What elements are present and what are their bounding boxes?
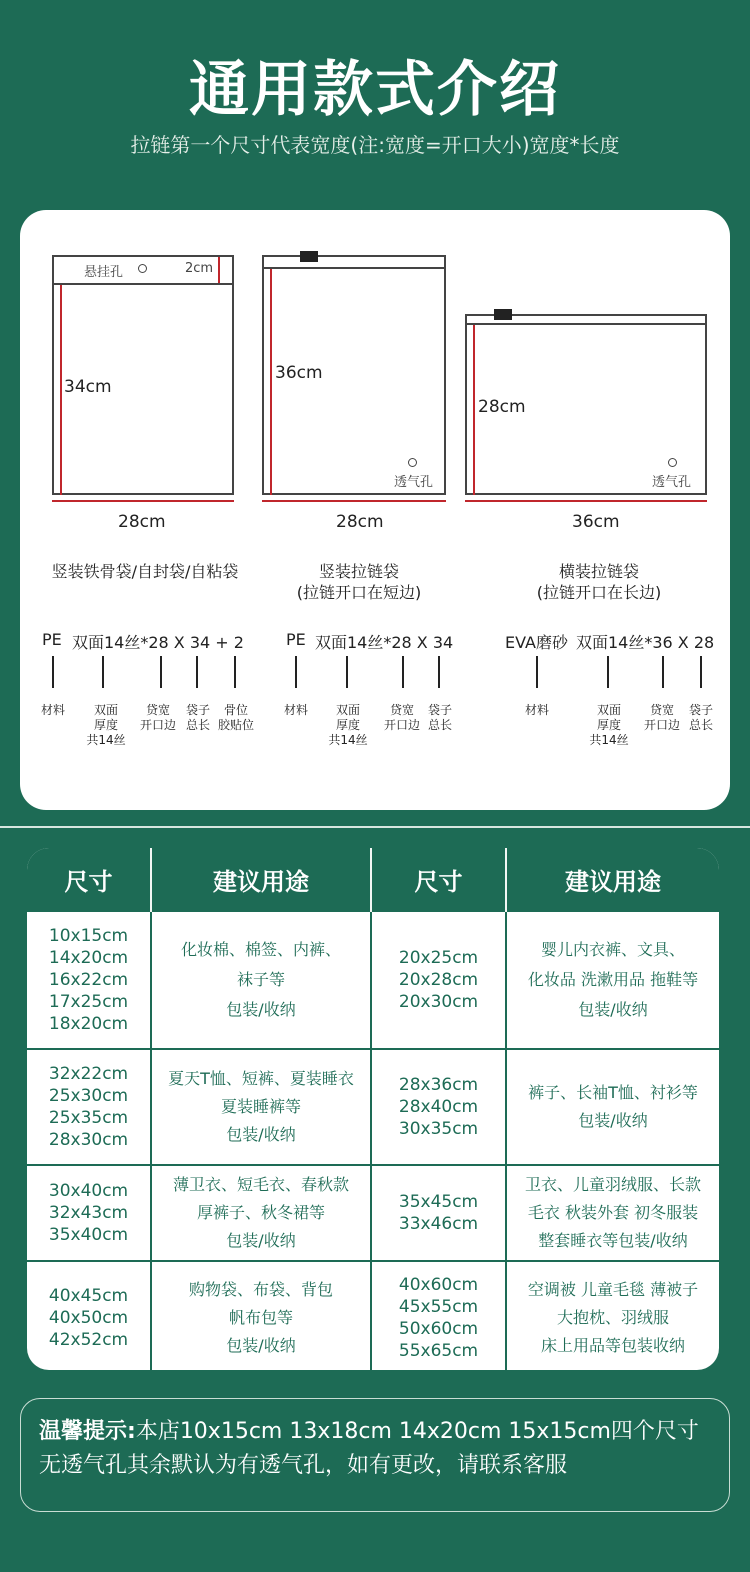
bag-2-width-marker [262,500,446,502]
usage-text: 帆布包等 [228,1307,293,1327]
size-value: 50x60cm [398,1318,479,1339]
bag-1-tick-material [52,656,54,688]
table-header-row [27,848,719,911]
usage-text: 包装/收纳 [226,1335,296,1355]
usage-text: 毛衣 秋装外套 初冬服装 [527,1203,699,1222]
usage-text: 裤子、长袖T恤、衬衫等 [528,1083,698,1102]
notice-body: 本店10x15cm 13x18cm 14x20cm 15x15cm四个尺寸无透气孔其余默认为有透气孔，如有更改，请联系客服 [39,1419,699,1478]
bag-diagram-card [20,210,730,810]
section-divider [0,826,750,828]
usage-text: 整套睡衣等包装/收纳 [538,1231,688,1250]
bag-3-tick-material [536,656,538,688]
size-value: 30x35cm [398,1119,479,1139]
usage-cell [506,1049,719,1165]
bag-1-tick-thickness [102,656,104,688]
bag-1-label-material: 材料 [40,703,65,717]
hang-hole-label: 悬挂孔 [84,265,124,280]
bag-2-material: PE [286,630,306,649]
bag-3-tick-width [662,656,664,688]
bag-2-tick-thickness [346,656,348,688]
usage-text: 薄卫衣、短毛衣、春秋款 [172,1175,349,1194]
bag-2-tick-width [402,656,404,688]
bag-1-height-marker [60,285,62,495]
size-value: 40x45cm [48,1285,129,1306]
bag-3-tick-length [700,656,702,688]
bag-3-spec: 双面14丝*36 X 28 [576,633,715,652]
size-value: 25x35cm [48,1108,129,1128]
bag-1-label-thickness: 双面 厚度 共14丝 [86,703,126,747]
bag-1-label-width: 贷宽 开口边 [139,703,176,732]
bag-1-seal-marker [218,257,220,283]
size-cell [371,1165,506,1261]
notice-label: 温馨提示: [39,1419,136,1444]
bag-1-spec: 双面14丝*28 X 34 + 2 [72,633,244,652]
bag-3-width-marker [465,500,707,502]
bag-1-seal-line [52,283,234,285]
bag-1-width-marker [52,500,234,502]
size-value: 20x28cm [398,970,479,990]
bag-3-vent-label: 透气孔 [652,475,692,490]
size-value: 20x25cm [398,948,479,968]
bag-1-seal-size: 2cm [185,261,214,276]
bag-3-height-marker [473,325,475,495]
usage-cell [151,911,371,1049]
bag-1-tick-extra [234,656,236,688]
bag-3-height: 28cm [478,397,526,417]
notice-text [39,1415,719,1483]
usage-text: 包装/收纳 [226,1125,296,1144]
table-row [27,1261,719,1370]
zipper-slider-icon [494,309,512,320]
bag-1-tick-length [196,656,198,688]
table-row [27,1049,719,1165]
bag-2-tick-material [295,656,297,688]
usage-cell [151,1261,371,1370]
usage-cell [151,1049,371,1165]
page-title: 通用款式介绍 [189,55,561,125]
size-cell [371,1049,506,1165]
bag-2-name-note: (拉链开口在短边) [296,583,422,602]
usage-text: 床上用品等包装收纳 [540,1335,685,1355]
bag-1-name: 竖装铁骨袋/自封袋/自粘袋 [51,562,239,581]
usage-cell [151,1165,371,1261]
usage-text: 包装/收纳 [226,1000,296,1019]
usage-text: 购物袋、布袋、背包 [188,1279,333,1299]
size-value: 18x20cm [48,1014,129,1034]
size-cell [27,1261,151,1370]
usage-text: 卫衣、儿童羽绒服、长款 [524,1175,701,1194]
size-value: 17x25cm [48,992,129,1012]
bag-2-height-marker [270,269,272,495]
size-value: 32x22cm [48,1064,129,1084]
size-value: 40x50cm [48,1307,129,1328]
size-value: 28x40cm [398,1097,479,1117]
bag-1-label-length: 袋子 总长 [185,703,210,732]
bag-2-vent-label: 透气孔 [394,475,434,490]
bag-3-material: EVA磨砂 [505,633,568,652]
bag-2-label-width: 贷宽 开口边 [383,703,420,732]
zipper-slider-icon [300,251,318,262]
bag-3-width: 36cm [572,512,620,532]
bag-3-zip-line [465,323,707,325]
usage-text: 夏装睡裤等 [220,1097,301,1116]
usage-text: 夏天T恤、短裤、夏装睡衣 [168,1069,354,1088]
bag-2-label-material: 材料 [283,703,308,717]
header-use-left: 建议用途 [151,848,371,911]
bag-2-spec: 双面14丝*28 X 34 [315,633,454,652]
bag-3-label-material: 材料 [524,703,549,717]
bag-2-label-thickness: 双面 厚度 共14丝 [328,703,368,747]
size-value: 35x40cm [48,1225,129,1245]
size-value: 10x15cm [48,926,129,946]
bag-3-tick-thickness [607,656,609,688]
bag-1-tick-width [160,656,162,688]
usage-text: 包装/收纳 [578,1000,648,1019]
notice-box [20,1398,730,1512]
bag-3-label-length: 袋子 总长 [688,703,713,732]
size-value: 45x55cm [398,1296,479,1317]
size-value: 28x30cm [48,1130,129,1150]
size-cell [371,911,506,1049]
usage-cell [506,911,719,1049]
bag-1-outline [52,255,234,495]
size-usage-table-card [27,848,719,1370]
size-value: 25x30cm [48,1086,129,1106]
size-cell [27,1049,151,1165]
bag-3-name-note: (拉链开口在长边) [536,583,662,602]
header [0,0,750,210]
size-value: 14x20cm [48,948,129,968]
usage-text: 包装/收纳 [578,1111,648,1130]
bag-2-width: 28cm [336,512,384,532]
usage-cell [506,1261,719,1370]
size-value: 33x46cm [398,1214,479,1234]
bag-1-height: 34cm [64,377,112,397]
usage-text: 大抱枕、羽绒服 [556,1307,669,1327]
usage-text: 包装/收纳 [226,1231,296,1250]
bag-2-tick-length [438,656,440,688]
size-value: 40x60cm [398,1274,479,1295]
header-use-right: 建议用途 [506,848,719,911]
table-row [27,1165,719,1261]
size-value: 28x36cm [398,1075,479,1095]
usage-text: 化妆棉、棉签、内裤、 [180,940,341,959]
size-value: 35x45cm [398,1192,479,1212]
usage-text: 袜子等 [236,970,285,989]
bag-3-label-thickness: 双面 厚度 共14丝 [589,703,629,747]
table-row [27,911,719,1049]
usage-text: 化妆品 洗漱用品 拖鞋等 [527,970,699,989]
bag-3-label-width: 贷宽 开口边 [643,703,680,732]
page-subtitle: 拉链第一个尺寸代表宽度(注:宽度=开口大小)宽度*长度 [130,133,620,157]
usage-text: 婴儿内衣裤、文具、 [540,940,685,959]
bag-3-name: 横装拉链袋 [558,562,639,581]
vent-hole-icon [408,458,417,467]
hang-hole-icon [138,264,147,273]
bag-2-zip-line [262,267,446,269]
usage-text: 厚裤子、秋冬裙等 [196,1203,325,1222]
size-value: 42x52cm [48,1329,129,1350]
bag-2-name: 竖装拉链袋 [318,562,399,581]
bag-1-width: 28cm [118,512,166,532]
size-value: 30x40cm [48,1181,129,1201]
size-value: 55x65cm [398,1340,479,1361]
bag-1-label-extra: 骨位 胶贴位 [217,703,254,732]
vent-hole-icon [668,458,677,467]
header-size-left: 尺寸 [27,848,151,911]
size-value: 16x22cm [48,970,129,990]
size-cell [371,1261,506,1370]
bag-2-height: 36cm [275,363,323,383]
header-size-right: 尺寸 [371,848,506,911]
size-value: 32x43cm [48,1203,129,1223]
bag-1-material: PE [42,630,62,649]
usage-cell [506,1165,719,1261]
size-value: 20x30cm [398,992,479,1012]
bag-2-label-length: 袋子 总长 [427,703,452,732]
size-cell [27,911,151,1049]
size-usage-table [27,848,719,1370]
usage-text: 空调被 儿童毛毯 薄被子 [527,1279,699,1299]
size-cell [27,1165,151,1261]
